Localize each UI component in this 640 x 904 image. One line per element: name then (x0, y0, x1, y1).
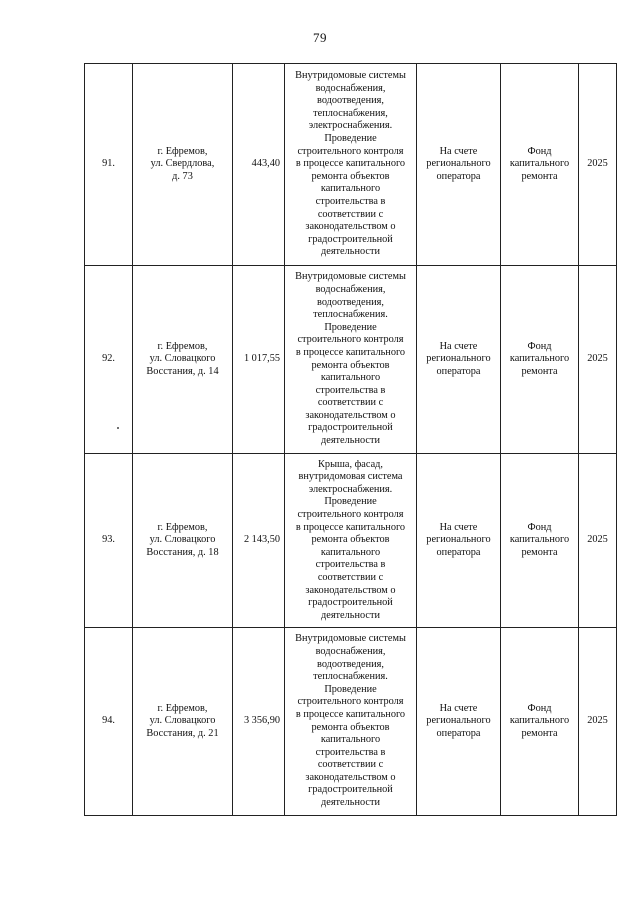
address-cell: г. Ефремов, ул. Словацкого Восстания, д. 21 (133, 628, 233, 816)
works-line: водоотведения, (317, 296, 384, 308)
table-row (85, 628, 617, 816)
works-line: законодательством о (305, 584, 396, 596)
works-line: строительства в (315, 746, 386, 758)
works-line: законодательством о (305, 409, 396, 421)
works-line: градостроительной (308, 233, 393, 245)
works-line: водоснабжения, (315, 645, 386, 657)
year-cell: 2025 (579, 64, 617, 266)
works-line: ремонта объектов (311, 721, 390, 733)
address-cell: г. Ефремов, ул. Словацкого Восстания, д. 14 (133, 266, 233, 454)
funding-source-cell: Фонд капитального ремонта (501, 64, 579, 266)
works-line: строительства в (315, 559, 386, 571)
funding-source-cell: Фонд капитального ремонта (501, 454, 579, 628)
funding-account-cell: На счете регионального оператора (417, 266, 501, 454)
works-line: градостроительной (308, 422, 393, 434)
works-line: ремонта объектов (311, 170, 390, 182)
works-line: электроснабжения. (308, 483, 393, 495)
works-line: деятельности (321, 797, 380, 809)
works-line: деятельности (321, 246, 380, 258)
works-line: деятельности (321, 609, 380, 621)
works-cell (285, 266, 417, 454)
table-body (85, 64, 617, 816)
works-line: законодательством о (305, 771, 396, 783)
address-cell: г. Ефремов, ул. Словацкого Восстания, д. 18 (133, 454, 233, 628)
funding-account-cell: На счете регионального оператора (417, 454, 501, 628)
works-line: Внутридомовые системы (295, 633, 406, 645)
works-line: теплоснабжения. (313, 671, 388, 683)
works-line: градостроительной (308, 784, 393, 796)
works-line: деятельности (321, 435, 380, 447)
works-line: внутридомовая система (298, 471, 403, 483)
works-line: строительного контроля (297, 145, 404, 157)
row-number-cell: 91. (85, 64, 133, 266)
works-line: водоснабжения, (315, 283, 386, 295)
works-line: в процессе капитального (295, 521, 406, 533)
works-line: водоотведения, (317, 658, 384, 670)
area-cell: 1 017,55 (233, 266, 285, 454)
works-line: Внутридомовые системы (295, 271, 406, 283)
works-line: соответствии с (317, 759, 384, 771)
row-number-cell: 92. (85, 266, 133, 454)
works-line: капитального (320, 734, 381, 746)
works-line: Внутридомовые системы (295, 70, 406, 82)
works-line: строительства в (315, 195, 386, 207)
year-cell: 2025 (579, 628, 617, 816)
funding-account-cell: На счете регионального оператора (417, 628, 501, 816)
address-cell: г. Ефремов, ул. Свердлова, д. 73 (133, 64, 233, 266)
works-line: капитального (320, 372, 381, 384)
works-line: законодательством о (305, 221, 396, 233)
works-line: соответствии с (317, 571, 384, 583)
works-line: водоснабжения, (315, 82, 386, 94)
works-line: в процессе капитального (295, 158, 406, 170)
area-cell: 3 356,90 (233, 628, 285, 816)
works-line: строительного контроля (297, 334, 404, 346)
table-row (85, 64, 617, 266)
works-line: теплоснабжения. (313, 309, 388, 321)
funding-source-cell: Фонд капитального ремонта (501, 628, 579, 816)
year-cell: 2025 (579, 266, 617, 454)
works-line: ремонта объектов (311, 534, 390, 546)
works-line: строительного контроля (297, 509, 404, 521)
works-line: строительного контроля (297, 696, 404, 708)
page-number: 79 (313, 30, 327, 45)
works-line: ремонта объектов (311, 359, 390, 371)
works-line: Проведение (324, 321, 377, 333)
works-line: в процессе капитального (295, 708, 406, 720)
works-cell (285, 454, 417, 628)
area-cell: 443,40 (233, 64, 285, 266)
works-line: Проведение (324, 133, 377, 145)
works-line: Крыша, фасад, (318, 458, 383, 470)
works-cell (285, 64, 417, 266)
works-line: соответствии с (317, 208, 384, 220)
works-line: Проведение (324, 683, 377, 695)
row-number-cell: 94. (85, 628, 133, 816)
works-line: градостроительной (308, 597, 393, 609)
works-line: водоотведения, (317, 95, 384, 107)
table-row (85, 454, 617, 628)
funding-source-cell: Фонд капитального ремонта (501, 266, 579, 454)
capital-repair-table (84, 63, 617, 816)
works-line: строительства в (315, 384, 386, 396)
table-row (85, 266, 617, 454)
works-line: капитального (320, 183, 381, 195)
works-line: теплоснабжения, (313, 107, 388, 119)
works-line: Проведение (324, 496, 377, 508)
year-cell: 2025 (579, 454, 617, 628)
area-cell: 2 143,50 (233, 454, 285, 628)
works-cell (285, 628, 417, 816)
works-line: электроснабжения. (308, 120, 393, 132)
scan-artifact-dot (117, 427, 119, 429)
works-line: соответствии с (317, 397, 384, 409)
funding-account-cell: На счете регионального оператора (417, 64, 501, 266)
works-line: в процессе капитального (295, 346, 406, 358)
works-line: капитального (320, 546, 381, 558)
row-number-cell: 93. (85, 454, 133, 628)
